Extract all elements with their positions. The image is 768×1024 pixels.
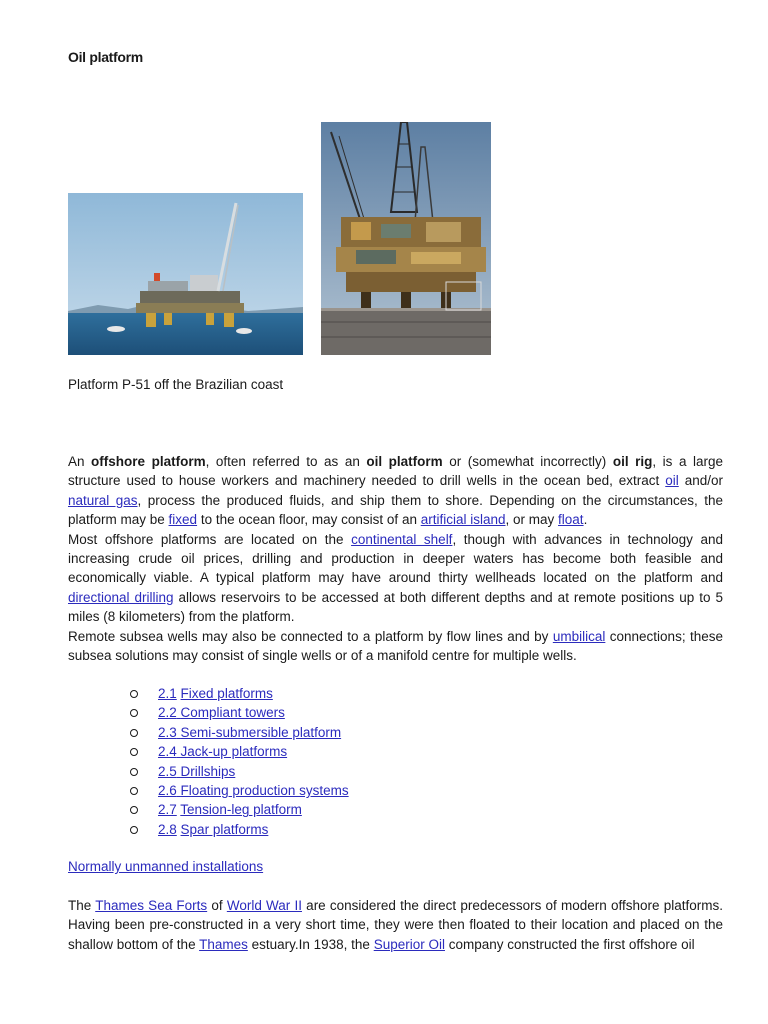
link-fixed[interactable]: fixed [168, 512, 198, 528]
platform-photo-rig [321, 122, 491, 355]
toc-item [130, 684, 349, 703]
toc-item [130, 703, 349, 722]
table-of-contents [130, 684, 349, 839]
page-title: Oil platform [68, 49, 143, 65]
toc-label-link[interactable]: 2.4 Jack-up platforms [158, 744, 288, 760]
circle-bullet-icon [130, 826, 138, 834]
toc-number-link[interactable]: 2.1 [158, 686, 177, 701]
term-oil-platform: oil platform [366, 454, 443, 469]
toc-item [130, 820, 349, 839]
image-caption: Platform P-51 off the Brazilian coast [68, 377, 284, 392]
link-oil[interactable]: oil [665, 473, 679, 489]
link-natural-gas[interactable]: natural gas [68, 492, 138, 508]
link-continental-shelf[interactable]: continental shelf [351, 531, 453, 547]
link-thames-sea-forts[interactable]: Thames Sea Forts [95, 898, 208, 913]
circle-bullet-icon [130, 690, 138, 698]
toc-label-link[interactable]: 2.6 Floating production systems [158, 783, 349, 799]
link-thames[interactable]: Thames [199, 936, 248, 952]
toc-item [130, 762, 349, 781]
circle-bullet-icon [130, 768, 138, 776]
toc-label-link[interactable]: Spar platforms [180, 821, 269, 837]
toc-label-link[interactable]: 2.3 Semi-submersible platform [158, 724, 342, 740]
toc-label-link[interactable]: 2.2 Compliant towers [158, 705, 285, 721]
toc-item [130, 781, 349, 800]
circle-bullet-icon [130, 787, 138, 795]
toc-number-link[interactable]: 2.8 [158, 821, 177, 837]
link-world-war-ii[interactable]: World War II [226, 898, 302, 913]
link-artificial-island[interactable]: artificial island [420, 512, 506, 528]
link-umbilical[interactable]: umbilical [552, 628, 606, 644]
term-oil-rig: oil rig [612, 454, 653, 469]
circle-bullet-icon [130, 729, 138, 737]
toc-label-link[interactable]: Tension-leg platform [180, 802, 302, 818]
history-paragraph: The Thames Sea Forts of World War II are considered the direct predecessors of modern offshore platforms. Having been pre-constructed in a very short time, they were then floated to their location and placed on the shallow bottom of the Thames estuary.In 1938, the Superior Oil company constructed the first offshore oil [68, 898, 723, 952]
term-offshore-platform: offshore platform [91, 454, 206, 469]
platform-photo-sea [68, 193, 303, 355]
toc-item [130, 742, 349, 761]
link-directional-drilling[interactable]: directional drilling [68, 589, 174, 605]
toc-number-link[interactable]: 2.7 [158, 802, 177, 818]
circle-bullet-icon [130, 806, 138, 814]
toc-label-link[interactable]: Fixed platforms [180, 686, 273, 701]
link-normally-unmanned-installations[interactable]: Normally unmanned installations [68, 859, 264, 874]
circle-bullet-icon [130, 709, 138, 717]
circle-bullet-icon [130, 748, 138, 756]
intro-paragraph: An offshore platform, often referred to as an oil platform or (somewhat incorrectly) oil rig, is a large structure used to house workers and machinery needed to drill wells in the ocean bed, extract oil and/or natural gas, process the produced fluids, and ship them to shore. Depending on the circumstances, the platform may be fixed to the ocean floor, may consist of an artificial island, or may float. Most offshore platforms are located on the continental shelf, though with advances in technology and increasing crude oil prices, drilling and production in deeper waters has become both feasible and economically viable. A typical platform may have around thirty wellheads located on the platform and directional drilling allows reservoirs to be accessed at both different depths and at remote positions up to 5 miles (8 kilometers) from the platform. Remote subsea wells may also be connected to a platform by flow lines and by umbilical connections; these subsea solutions may consist of single wells or of a manifold centre for multiple wells. [68, 454, 724, 664]
toc-item [130, 800, 349, 819]
toc-item [130, 723, 349, 742]
link-float[interactable]: float [558, 512, 584, 528]
toc-label-link[interactable]: 2.5 Drillships [158, 763, 236, 779]
link-superior-oil[interactable]: Superior Oil [373, 936, 445, 952]
